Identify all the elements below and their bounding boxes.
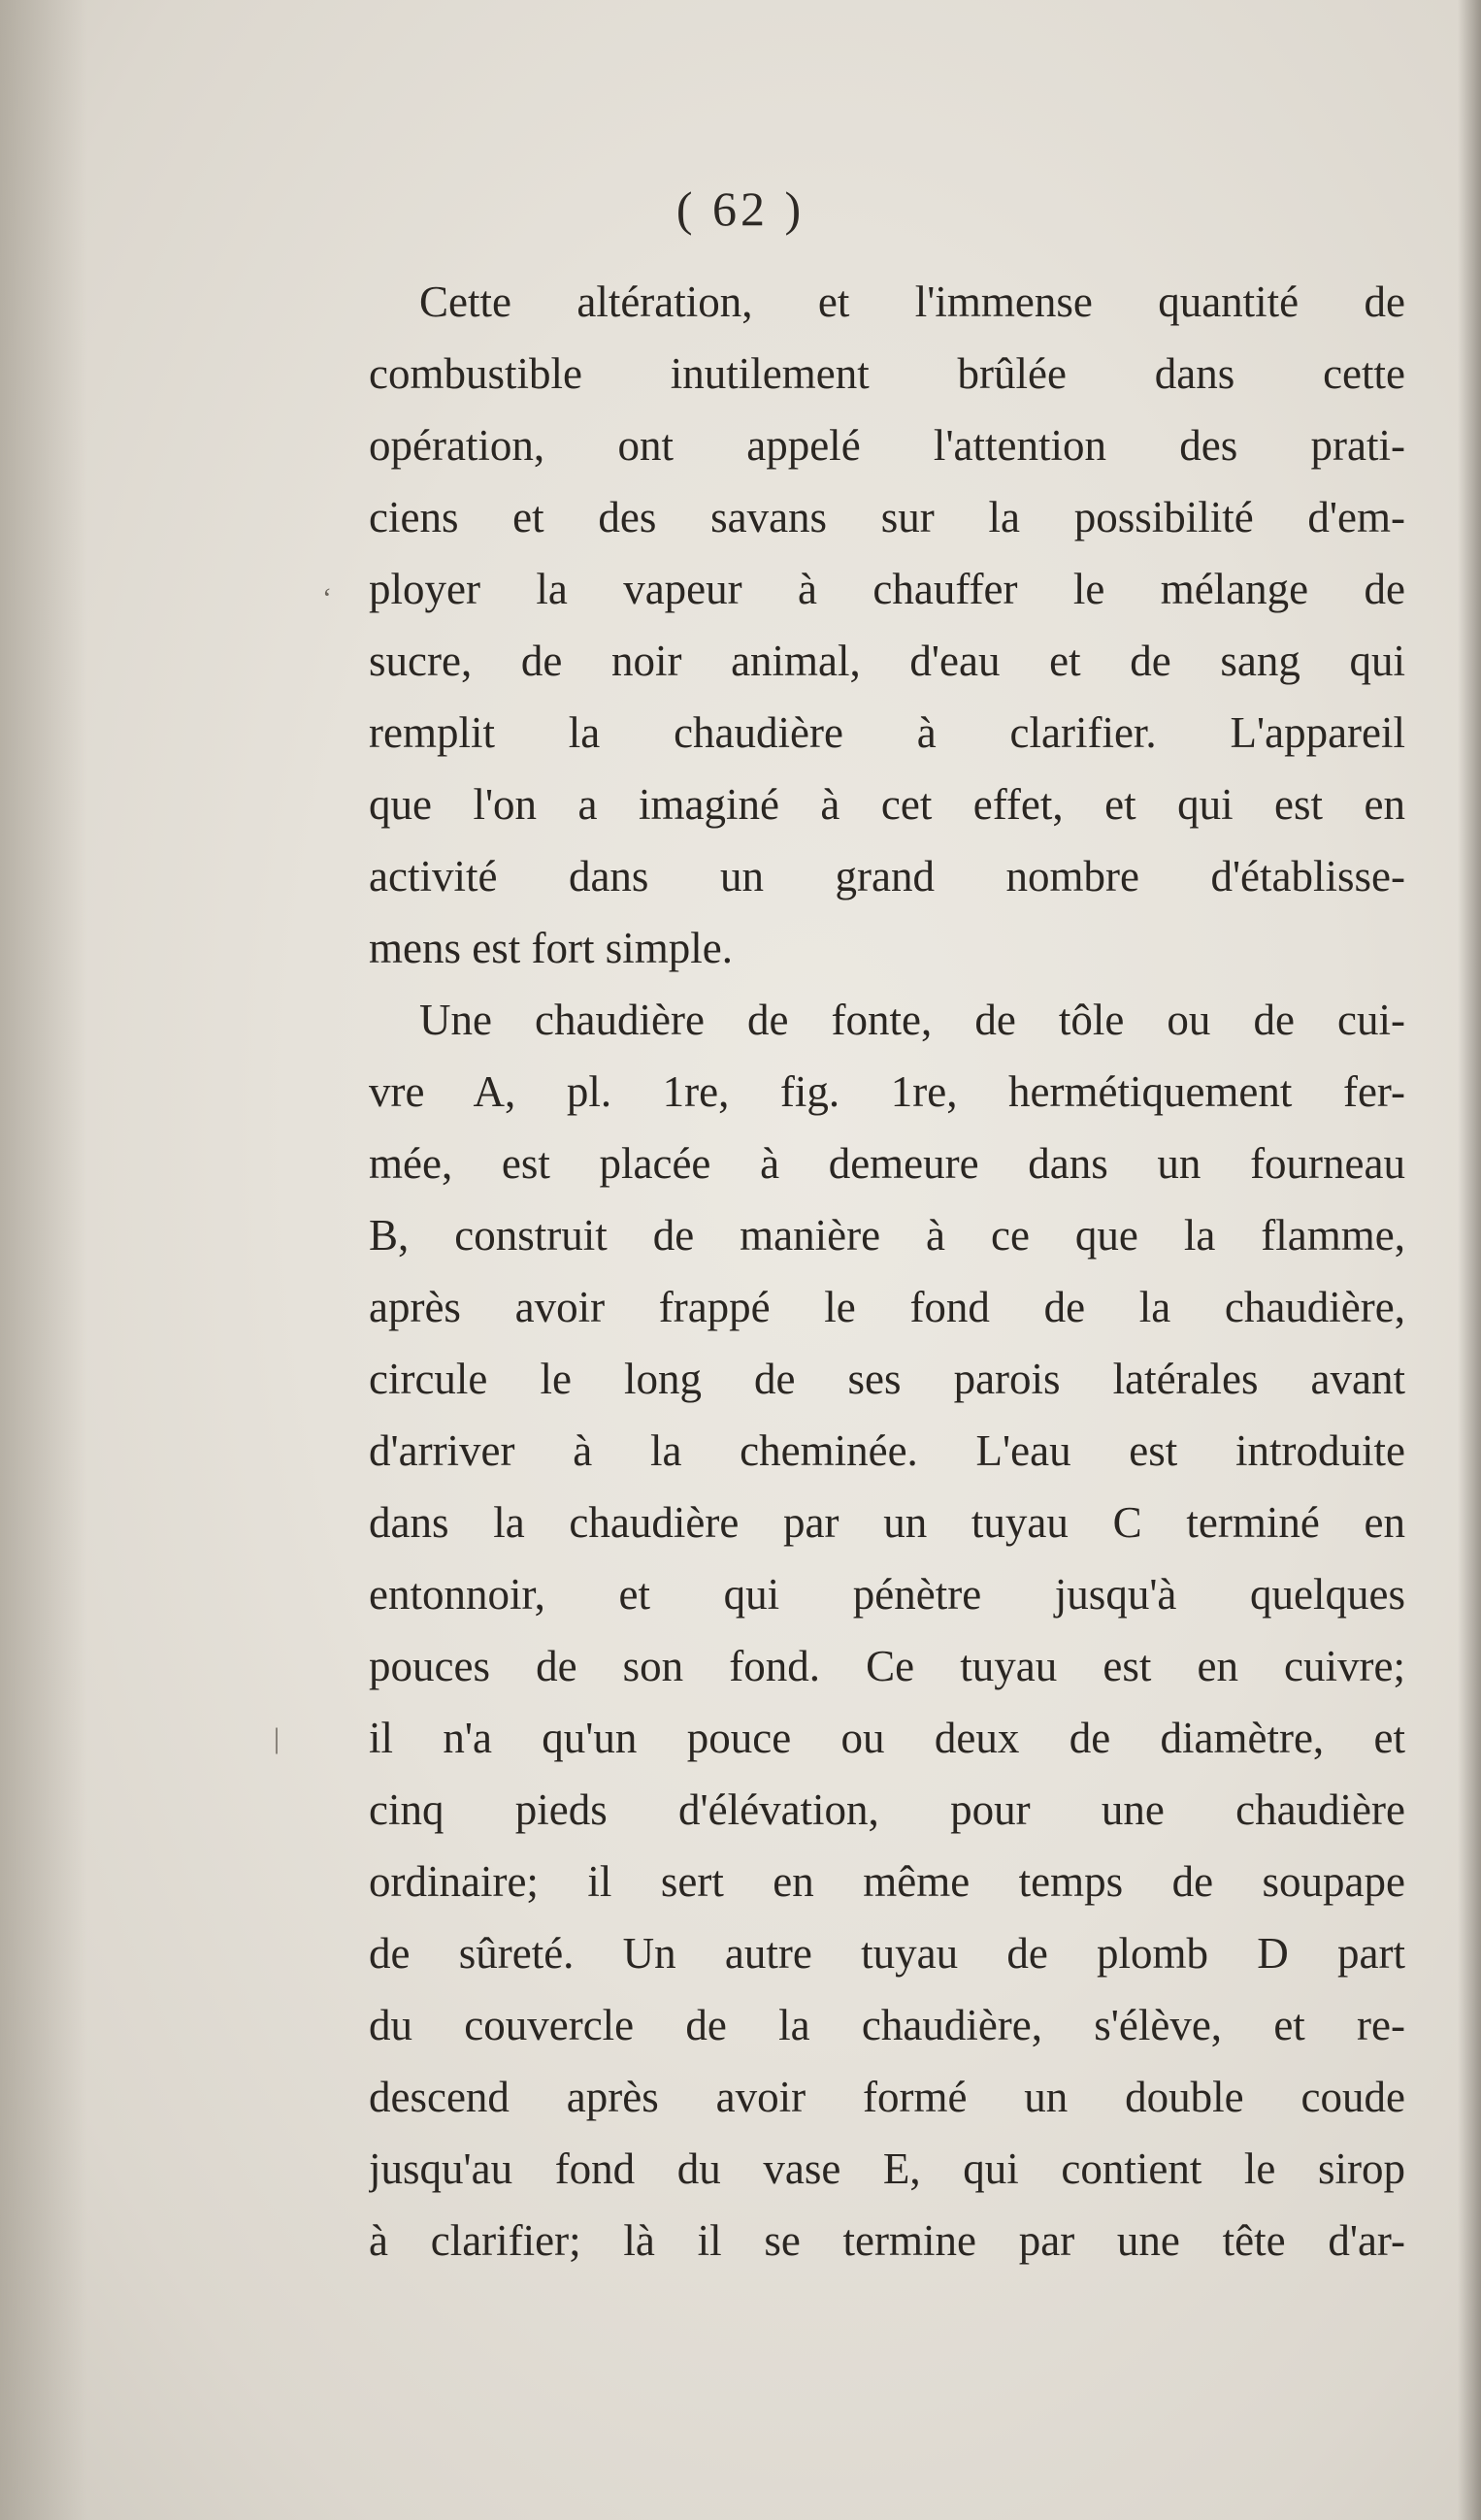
- text-line: sucre, de noir animal, d'eau et de sang qui: [369, 637, 1405, 685]
- spine-shadow: [0, 0, 87, 2520]
- text-line: activité dans un grand nombre d'établisse-: [369, 852, 1405, 900]
- text-line: après avoir frappé le fond de la chaudière,: [369, 1283, 1405, 1331]
- body-text: [369, 266, 1405, 2276]
- text-line: de sûreté. Un autre tuyau de plomb D part: [369, 1929, 1405, 1978]
- text-line: du couvercle de la chaudière, s'élève, et re-: [369, 2001, 1405, 2049]
- text-line: Une chaudière de fonte, de tôle ou de cui-: [419, 996, 1405, 1044]
- text-line: à clarifier; là il se termine par une tête d'ar-: [369, 2216, 1405, 2265]
- text-line: ployer la vapeur à chauffer le mélange de: [369, 565, 1405, 613]
- margin-mark: |: [274, 1722, 280, 1754]
- text-line: dans la chaudière par un tuyau C terminé en: [369, 1498, 1405, 1547]
- text-line: descend après avoir formé un double coude: [369, 2073, 1405, 2121]
- text-line: ciens et des savans sur la possibilité d'em-: [369, 493, 1405, 541]
- text-line: mens est fort simple.: [369, 924, 733, 972]
- text-line: cinq pieds d'élévation, pour une chaudière: [369, 1785, 1405, 1834]
- text-line: remplit la chaudière à clarifier. L'appareil: [369, 708, 1405, 757]
- page-edge: [1458, 0, 1481, 2520]
- margin-mark: ‘: [322, 582, 332, 614]
- page-number: ( 62 ): [675, 181, 806, 236]
- text-line: d'arriver à la cheminée. L'eau est introduite: [369, 1426, 1405, 1475]
- text-line: mée, est placée à demeure dans un fourneau: [369, 1139, 1405, 1188]
- text-line: jusqu'au fond du vase E, qui contient le sirop: [369, 2144, 1405, 2193]
- text-line: B, construit de manière à ce que la flamme,: [369, 1211, 1405, 1260]
- text-line: pouces de son fond. Ce tuyau est en cuivre;: [369, 1642, 1405, 1690]
- text-line: vre A, pl. 1re, fig. 1re, hermétiquement fer-: [369, 1067, 1405, 1116]
- paragraph-1: [369, 266, 1405, 984]
- text-line: que l'on a imaginé à cet effet, et qui est en: [369, 780, 1405, 829]
- text-line: Cette altération, et l'immense quantité de: [419, 278, 1405, 326]
- text-line: opération, ont appelé l'attention des prati-: [369, 421, 1405, 470]
- text-line: il n'a qu'un pouce ou deux de diamètre, et: [369, 1714, 1405, 1762]
- text-line: ordinaire; il sert en même temps de soupape: [369, 1857, 1405, 1906]
- text-line: entonnoir, et qui pénètre jusqu'à quelques: [369, 1570, 1405, 1619]
- text-line: combustible inutilement brûlée dans cette: [369, 349, 1405, 398]
- text-line: circule le long de ses parois latérales avant: [369, 1355, 1405, 1403]
- paragraph-2: [369, 984, 1405, 2276]
